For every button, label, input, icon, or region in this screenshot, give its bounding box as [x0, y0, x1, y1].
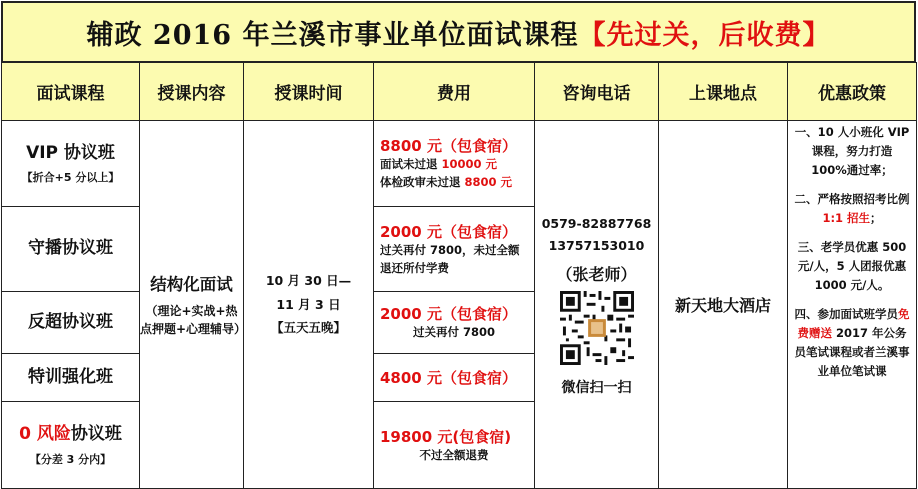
col-header-phone: 咨询电话	[535, 63, 659, 121]
course-cell	[2, 354, 140, 402]
course-name: 特训强化班	[28, 366, 113, 387]
content-sub: （理论+实战+热点押题+心理辅导）	[140, 304, 247, 336]
course-sub: 【分差 3 分内】	[29, 452, 112, 466]
course-table	[1, 62, 917, 489]
fee-cell	[374, 402, 535, 489]
col-header-fee: 费用	[374, 63, 535, 121]
policy-item-1: 一、10 人小班化 VIP 课程，努力打造 100%通过率；	[794, 125, 910, 177]
policy-text: 2017 年公务员笔试课程或者兰溪事业单位笔试课	[794, 325, 910, 378]
col-header-venue: 上课地点	[659, 63, 788, 121]
fee-price: 4800 元（包食宿）	[380, 369, 517, 387]
policy-item-2	[794, 190, 910, 228]
content-cell	[140, 121, 247, 489]
fee-cell	[374, 207, 535, 292]
course-name-highlight: 0 风险	[19, 424, 71, 445]
course-name: 反超协议班	[28, 311, 113, 332]
policy-text: 二、严格按照招考比例	[794, 191, 910, 206]
table-row	[2, 121, 917, 207]
col-header-content: 授课内容	[140, 63, 244, 121]
fee-cell	[374, 354, 535, 402]
policy-item-4	[794, 305, 910, 381]
policy-highlight: 免费赠送	[797, 306, 910, 340]
policy-highlight: 1:1 招生	[822, 210, 871, 225]
time-line-2: 11 月 3 日	[276, 296, 341, 312]
fee-cell	[374, 292, 535, 354]
fee-price: 8800 元（包食宿）	[380, 137, 517, 156]
fee-price: 2000 元（包食宿）	[380, 222, 517, 241]
phone-number-2: 13757153010	[548, 238, 645, 253]
venue-name: 新天地大酒店	[674, 296, 771, 315]
col-header-course: 面试课程	[2, 63, 140, 121]
course-cell	[2, 121, 140, 207]
col-header-policy: 优惠政策	[788, 63, 917, 121]
fee-note-text: 面试未过退	[380, 157, 442, 172]
fee-price: 2000 元（包食宿）	[380, 305, 517, 324]
fee-price: 19800 元(包食宿)	[380, 427, 512, 446]
venue-cell	[659, 121, 788, 489]
wechat-qr-code-icon[interactable]	[560, 291, 634, 365]
course-cell	[2, 207, 140, 292]
title-highlight: 【先过关，后收费】	[578, 19, 831, 51]
course-name-rest: 协议班	[70, 424, 122, 445]
fee-note	[380, 156, 528, 192]
course-name: 守播协议班	[28, 238, 113, 259]
col-header-time: 授课时间	[244, 63, 374, 121]
fee-note: 过关再付 7800，未过全额退还所付学费	[380, 242, 520, 275]
policy-text: 四、参加面试班学员	[794, 306, 898, 321]
course-cell	[2, 292, 140, 354]
course-sub: 【折合+5 分以上】	[21, 171, 120, 185]
content-main: 结构化面试	[150, 275, 233, 295]
title-main: 辅政 2016 年兰溪市事业单位面试课程	[86, 19, 579, 51]
page-title	[1, 1, 916, 63]
policy-text: ；	[870, 210, 882, 225]
fee-cell	[374, 121, 535, 207]
course-cell	[2, 402, 140, 489]
time-line-3: 【五天五晚】	[270, 320, 346, 336]
header-row	[2, 63, 917, 121]
contact-cell	[535, 121, 659, 489]
fee-note-text: 体检政审未过退	[380, 175, 465, 189]
teacher-name: （张老师）	[556, 264, 637, 284]
wechat-scan-label: 微信扫一扫	[561, 379, 632, 396]
policy-item-3: 三、老学员优惠 500 元/人，5 人团报优惠 1000 元/人。	[797, 239, 907, 292]
fee-note: 过关再付 7800	[412, 325, 495, 340]
phone-number-1: 0579-82887768	[541, 215, 652, 231]
time-line-1: 10 月 30 日—	[265, 272, 352, 288]
fee-note: 不过全额退费	[419, 447, 489, 462]
policy-cell	[788, 121, 917, 489]
fee-note-amount: 8800 元	[464, 175, 513, 189]
course-name	[2, 423, 139, 447]
time-cell	[244, 121, 374, 489]
fee-note-amount: 10000 元	[441, 157, 498, 172]
course-name: VIP 协议班	[26, 142, 115, 163]
